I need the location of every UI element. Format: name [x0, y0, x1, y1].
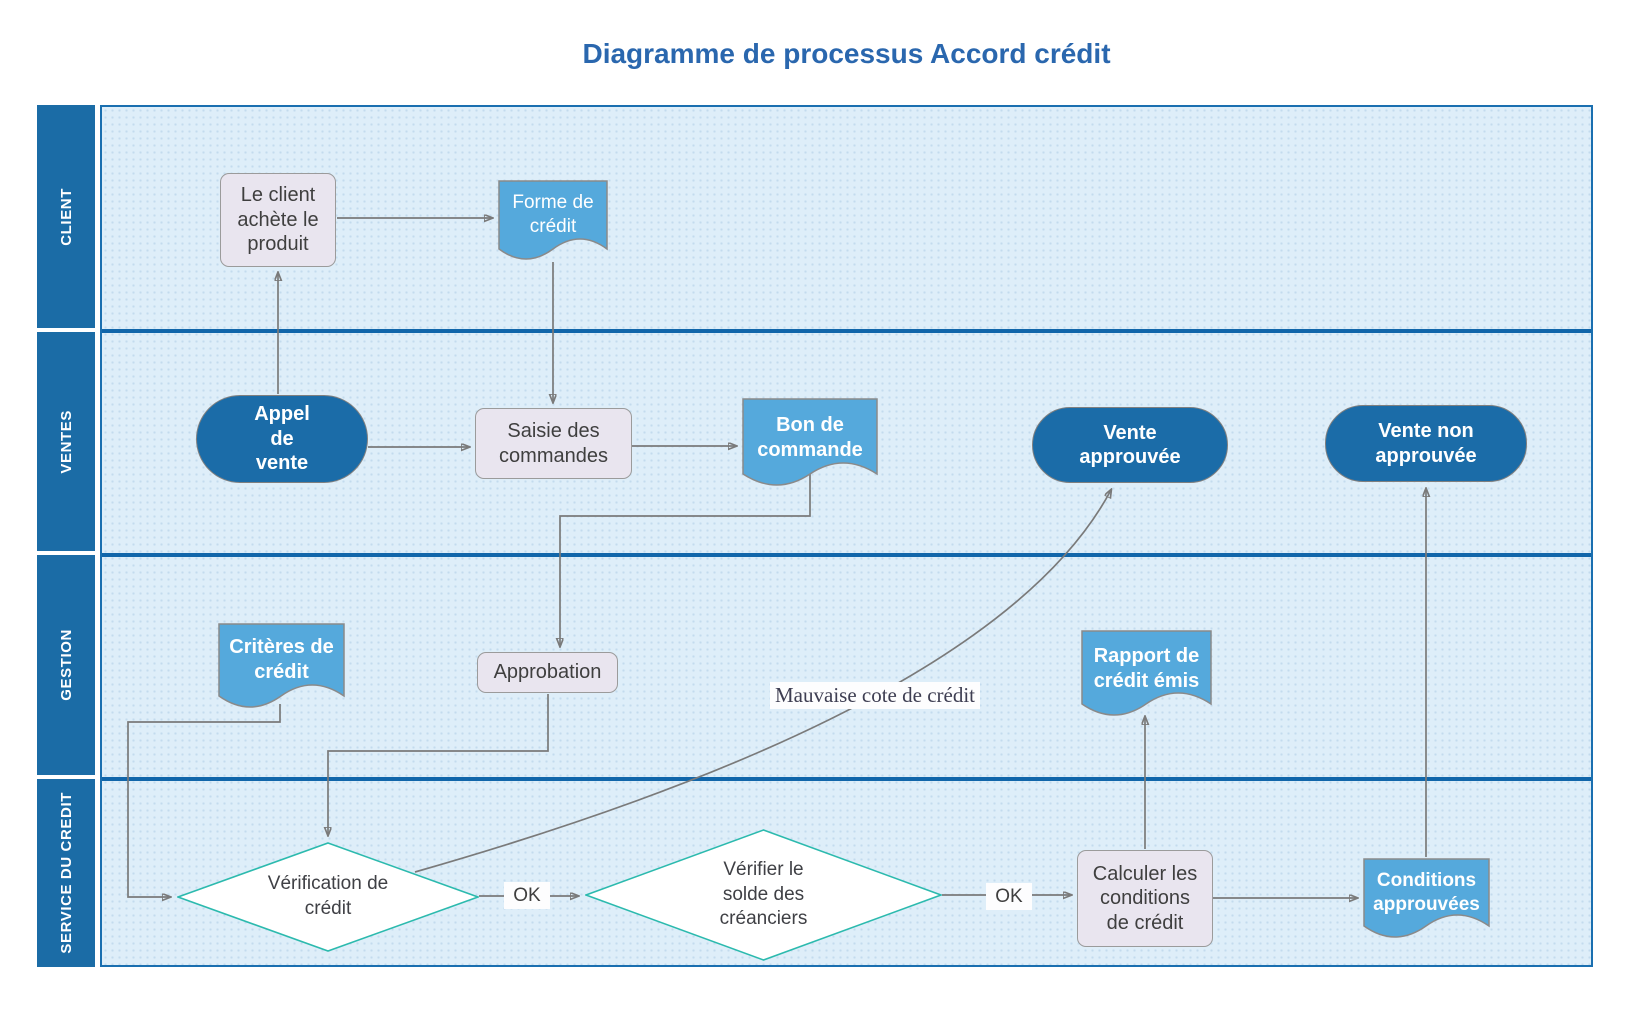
lane-divider: [102, 777, 1591, 781]
node-vente-non-approuvee: [1325, 405, 1527, 482]
node-bon-commande: [742, 398, 878, 490]
edge-label-mauvaise-cote: Mauvaise cote de crédit: [770, 682, 980, 709]
node-saisie-commandes: [475, 408, 632, 479]
node-label: Saisie des commandes: [499, 420, 608, 467]
lane-header-service-du-credit: [37, 779, 95, 967]
lane-divider: [102, 553, 1591, 557]
node-label: Vente approuvée: [1079, 421, 1181, 468]
node-rapport-credit: [1081, 630, 1212, 720]
node-verification-credit: [177, 842, 479, 952]
edge-label-ok-2: OK: [986, 883, 1032, 910]
node-label: Forme de crédit: [512, 192, 594, 237]
node-vente-approuvee: [1032, 407, 1228, 483]
node-label: Vérifier le solde des créanciers: [719, 858, 808, 930]
node-appel-vente: [196, 395, 368, 483]
page-title: Diagramme de processus Accord crédit: [582, 38, 1111, 69]
node-label: Critères de crédit: [229, 636, 334, 683]
lane-label: CLIENT: [57, 187, 75, 246]
lane-label: GESTION: [57, 629, 75, 701]
lane-divider: [102, 329, 1591, 333]
node-conditions-approuvees: [1363, 858, 1490, 942]
node-label: Appel de vente: [254, 403, 310, 475]
lane-header-client: [37, 105, 95, 328]
node-client-achete: [220, 173, 336, 267]
lane-label: SERVICE DU CREDIT: [57, 792, 75, 954]
lane-header-gestion: [37, 555, 95, 775]
node-label: Conditions approuvées: [1373, 870, 1480, 915]
node-approbation: [477, 652, 618, 693]
node-label: Rapport de crédit émis: [1093, 645, 1200, 692]
node-verifier-solde: [585, 829, 942, 961]
node-label: Bon de commande: [757, 414, 863, 461]
node-label: Approbation: [493, 661, 602, 684]
edge-label-ok-1: OK: [504, 882, 550, 909]
node-criteres-credit: [218, 623, 345, 712]
node-label: Calculer les conditions de crédit: [1092, 862, 1198, 934]
node-label: Vérification de crédit: [267, 873, 389, 919]
node-forme-credit: [498, 180, 608, 264]
node-label: Le client achète le produit: [237, 184, 319, 256]
lane-header-ventes: [37, 332, 95, 551]
node-label: Vente non approuvée: [1375, 420, 1477, 467]
lane-label: VENTES: [57, 409, 75, 474]
node-calculer-conditions: [1077, 850, 1213, 947]
